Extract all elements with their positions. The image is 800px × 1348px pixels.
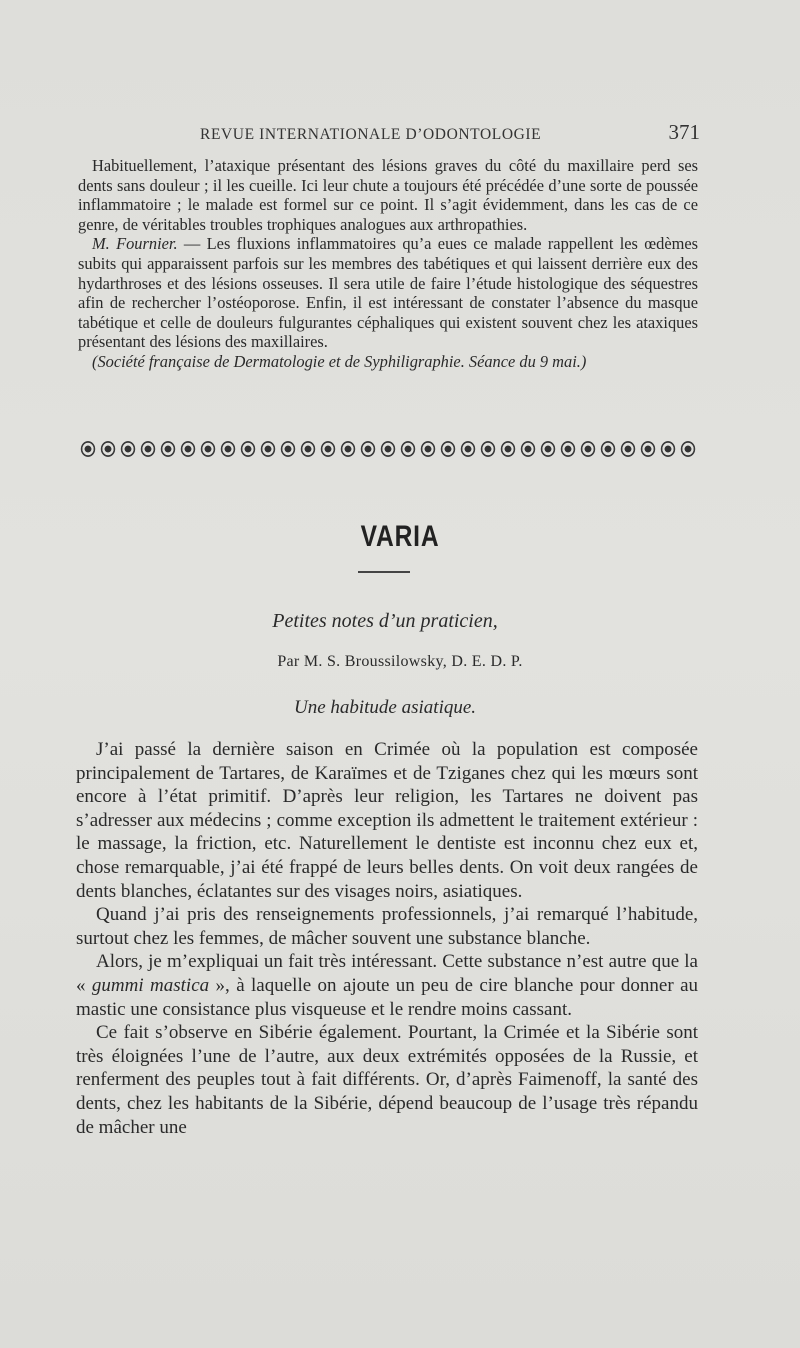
article-title: Petites notes d’un praticien, [272,610,498,632]
citation: (Société française de Dermatologie et de Syphiligraphie. Séance du 9 mai.) [92,351,587,371]
ornamental-divider [78,438,696,460]
subheading: Une habitude asiatique. [293,697,477,718]
section-title: VARIA [360,520,440,553]
paragraph [76,950,698,1021]
article-body [76,738,698,1139]
paragraph [78,234,698,352]
paragraph: Quand j’ai pris des renseignements professionnels, j’ai remarqué l’habitude, surtout chez les femmes, de mâcher souvent une substance blanche. [76,904,698,949]
page-header [200,120,700,145]
paragraph: J’ai passé la dernière saison en Crimée où la population est composée principalement de Tartares, de Karaïmes et de Tziganes chez qui les mœurs sont encore à l’état primitif. D’après leur religion, les Tartares ne doivent pas s’adresser aux médecins ; comme exception ils admettent le traitement extérieur : le massage, la friction, etc. Naturellement le dentiste est inconnu chez eux et, chose remarquable, j’ai été frappé de leurs belles dents. On voit deux rangées de dents blanches, éclatantes sur des visages noirs, asiatiques. [76,739,698,902]
title-rule [358,571,410,573]
paragraph-text: Alors, je m’expliquai un fait très intéressant. Cette substance n’est autre que la « [76,951,698,996]
paragraph-text: », à laquelle on ajoute un peu de cire blanche pour donner au mastic une consistance plus visqueuse et le rendre moins cassant. [76,974,699,1020]
author-line: Par M. S. Broussilowsky, D. E. D. P. [277,653,523,670]
page-number: 371 [668,120,700,144]
latin-term: gummi mastica [91,974,210,996]
discussion-section [78,156,698,372]
paragraph: Habituellement, l’ataxique présentant des lésions graves du côté du maxillaire perd ses dents sans douleur ; il les cueille. Ici leur chute a toujours été précédée d’une sorte de poussée inflammatoire ; le malade est formel sur ce point. Il s’agit évidemment, dans les cas de ce genre, de véritables troubles trophiques analogues aux arthropathies. [78,156,698,234]
paragraph-text: — Les fluxions inflammatoires qu’a eues ce malade rappellent les œdèmes subits qui apparaissent parfois sur les membres des tabétiques et qui laissent derrière eux des hydarthroses et des lésions osseuses. Il sera utile de faire l’étude histologique des séquestres afin de rechercher l’ostéoporose. Enfin, il est intéressant de constater l’absence du masque tabétique et celle de douleurs fulgurantes céphaliques qui existent souvent chez les ataxiques présentant des lésions des maxillaires. [78,234,698,352]
running-head: REVUE INTERNATIONALE D’ODONTOLOGIE [200,126,542,143]
paragraph: Ce fait s’observe en Sibérie également. Pourtant, la Crimée et la Sibérie sont très éloignées l’une de l’autre, aux deux extrémités opposées de la Russie, et renferment des peuples tout à fait différents. Or, d’après Faimenoff, la santé des dents, chez les habitants de la Sibérie, dépend beaucoup de l’usage très répandu de mâcher une [76,1022,698,1138]
speaker-name: M. Fournier. [92,234,178,254]
